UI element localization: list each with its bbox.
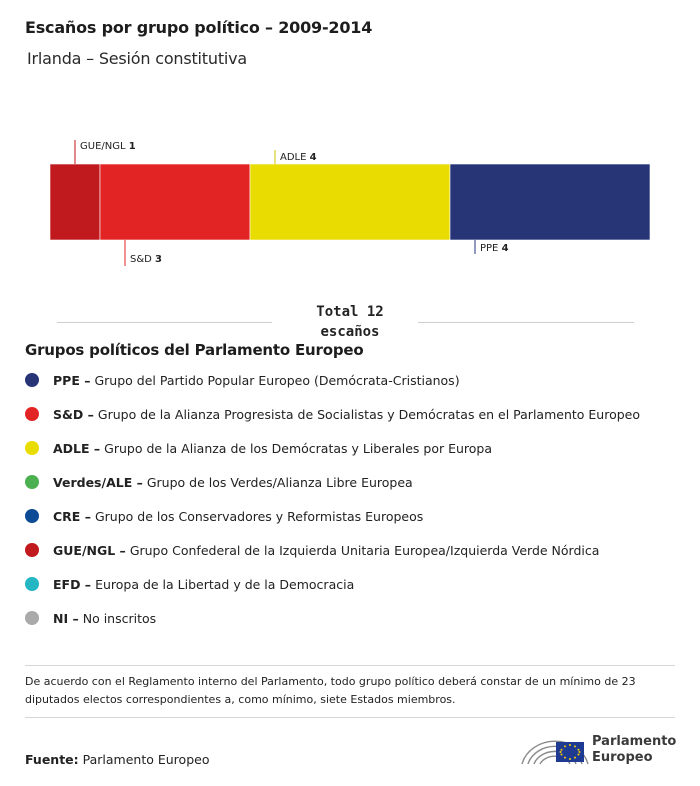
legend-abbr: EFD – [53, 576, 92, 592]
logo-line2: Europeo [592, 750, 653, 765]
footnote: De acuerdo con el Reglamento interno del Parlamento, todo grupo político deberá constar de un mínimo de 23 diputados electos correspondientes a, como mínimo, siete Estados miembros. [25, 675, 636, 706]
legend-dot-icon [25, 577, 39, 591]
bar-segment-s-d [100, 164, 250, 240]
segment-label-s-d: S&D 3 [130, 254, 162, 265]
total-seats-unit: escaños [320, 324, 380, 340]
legend-item [25, 471, 413, 493]
chart-subtitle: Irlanda – Sesión constitutiva [27, 49, 248, 68]
legend-text: No inscritos [82, 610, 157, 626]
segment-value-adle: 4 [309, 152, 317, 163]
legend-text: Grupo de la Alianza Progresista de Socialistas y Demócratas en el Parlamento Europeo [97, 406, 640, 422]
legend-dot-icon [25, 373, 39, 387]
legend-abbr: CRE – [53, 508, 91, 524]
legend-abbr: S&D – [53, 406, 94, 422]
legend-abbr: Verdes/ALE – [53, 474, 143, 490]
total-divider-right [418, 322, 634, 323]
legend-abbr: ADLE – [53, 440, 101, 456]
source-line [25, 752, 209, 767]
legend-abbr: PPE – [53, 372, 91, 388]
segment-label-ppe: PPE 4 [480, 243, 509, 254]
segment-value-gue-ngl: 1 [128, 141, 136, 152]
segment-value-ppe: 4 [501, 243, 509, 254]
legend-dot-icon [25, 407, 39, 421]
legend-abbr: NI – [53, 610, 79, 626]
chart-title: Escaños por grupo político – 2009-2014 [25, 18, 373, 37]
logo-line1: Parlamento [592, 734, 677, 749]
logo-wordmark [592, 734, 676, 766]
bar-segment-adle [250, 164, 450, 240]
legend-heading: Grupos políticos del Parlamento Europeo [25, 341, 364, 359]
total-seats-label [300, 302, 400, 342]
legend-text: Grupo de la Alianza de los Demócratas y Liberales por Europa [104, 440, 493, 456]
bar-segment-gue-ngl [50, 164, 100, 240]
legend-dot-icon [25, 441, 39, 455]
total-seats-value: Total 12 [316, 304, 384, 320]
segment-label-adle: ADLE 4 [280, 152, 317, 163]
legend-abbr: GUE/NGL – [53, 542, 126, 558]
legend-item [25, 505, 423, 527]
legend-item [25, 539, 599, 561]
legend-item [25, 573, 354, 595]
note-divider-bottom [25, 717, 675, 718]
legend-text: Europa de la Libertad y de la Democracia [95, 576, 355, 592]
legend-item [25, 607, 156, 629]
total-divider-left [57, 322, 272, 323]
legend-dot-icon [25, 475, 39, 489]
note-divider-top [25, 665, 675, 666]
source-value: Parlamento Europeo [82, 752, 210, 767]
legend-text: Grupo Confederal de la Izquierda Unitaria Europea/Izquierda Verde Nórdica [129, 542, 600, 558]
legend-item [25, 369, 460, 391]
stacked-bar-chart [0, 120, 700, 280]
legend-text: Grupo de los Verdes/Alianza Libre Europea [146, 474, 413, 490]
bar-segment-ppe [450, 164, 650, 240]
legend-text: Grupo de los Conservadores y Reformistas Europeos [94, 508, 424, 524]
segment-label-gue-ngl: GUE/NGL 1 [80, 141, 136, 152]
segment-value-s-d: 3 [155, 254, 162, 265]
legend-dot-icon [25, 611, 39, 625]
source-label: Fuente: [25, 752, 79, 767]
legend-item [25, 403, 640, 425]
legend-dot-icon [25, 543, 39, 557]
legend-text: Grupo del Partido Popular Europeo (Demócrata-Cristianos) [94, 372, 460, 388]
legend-dot-icon [25, 509, 39, 523]
legend-item [25, 437, 492, 459]
